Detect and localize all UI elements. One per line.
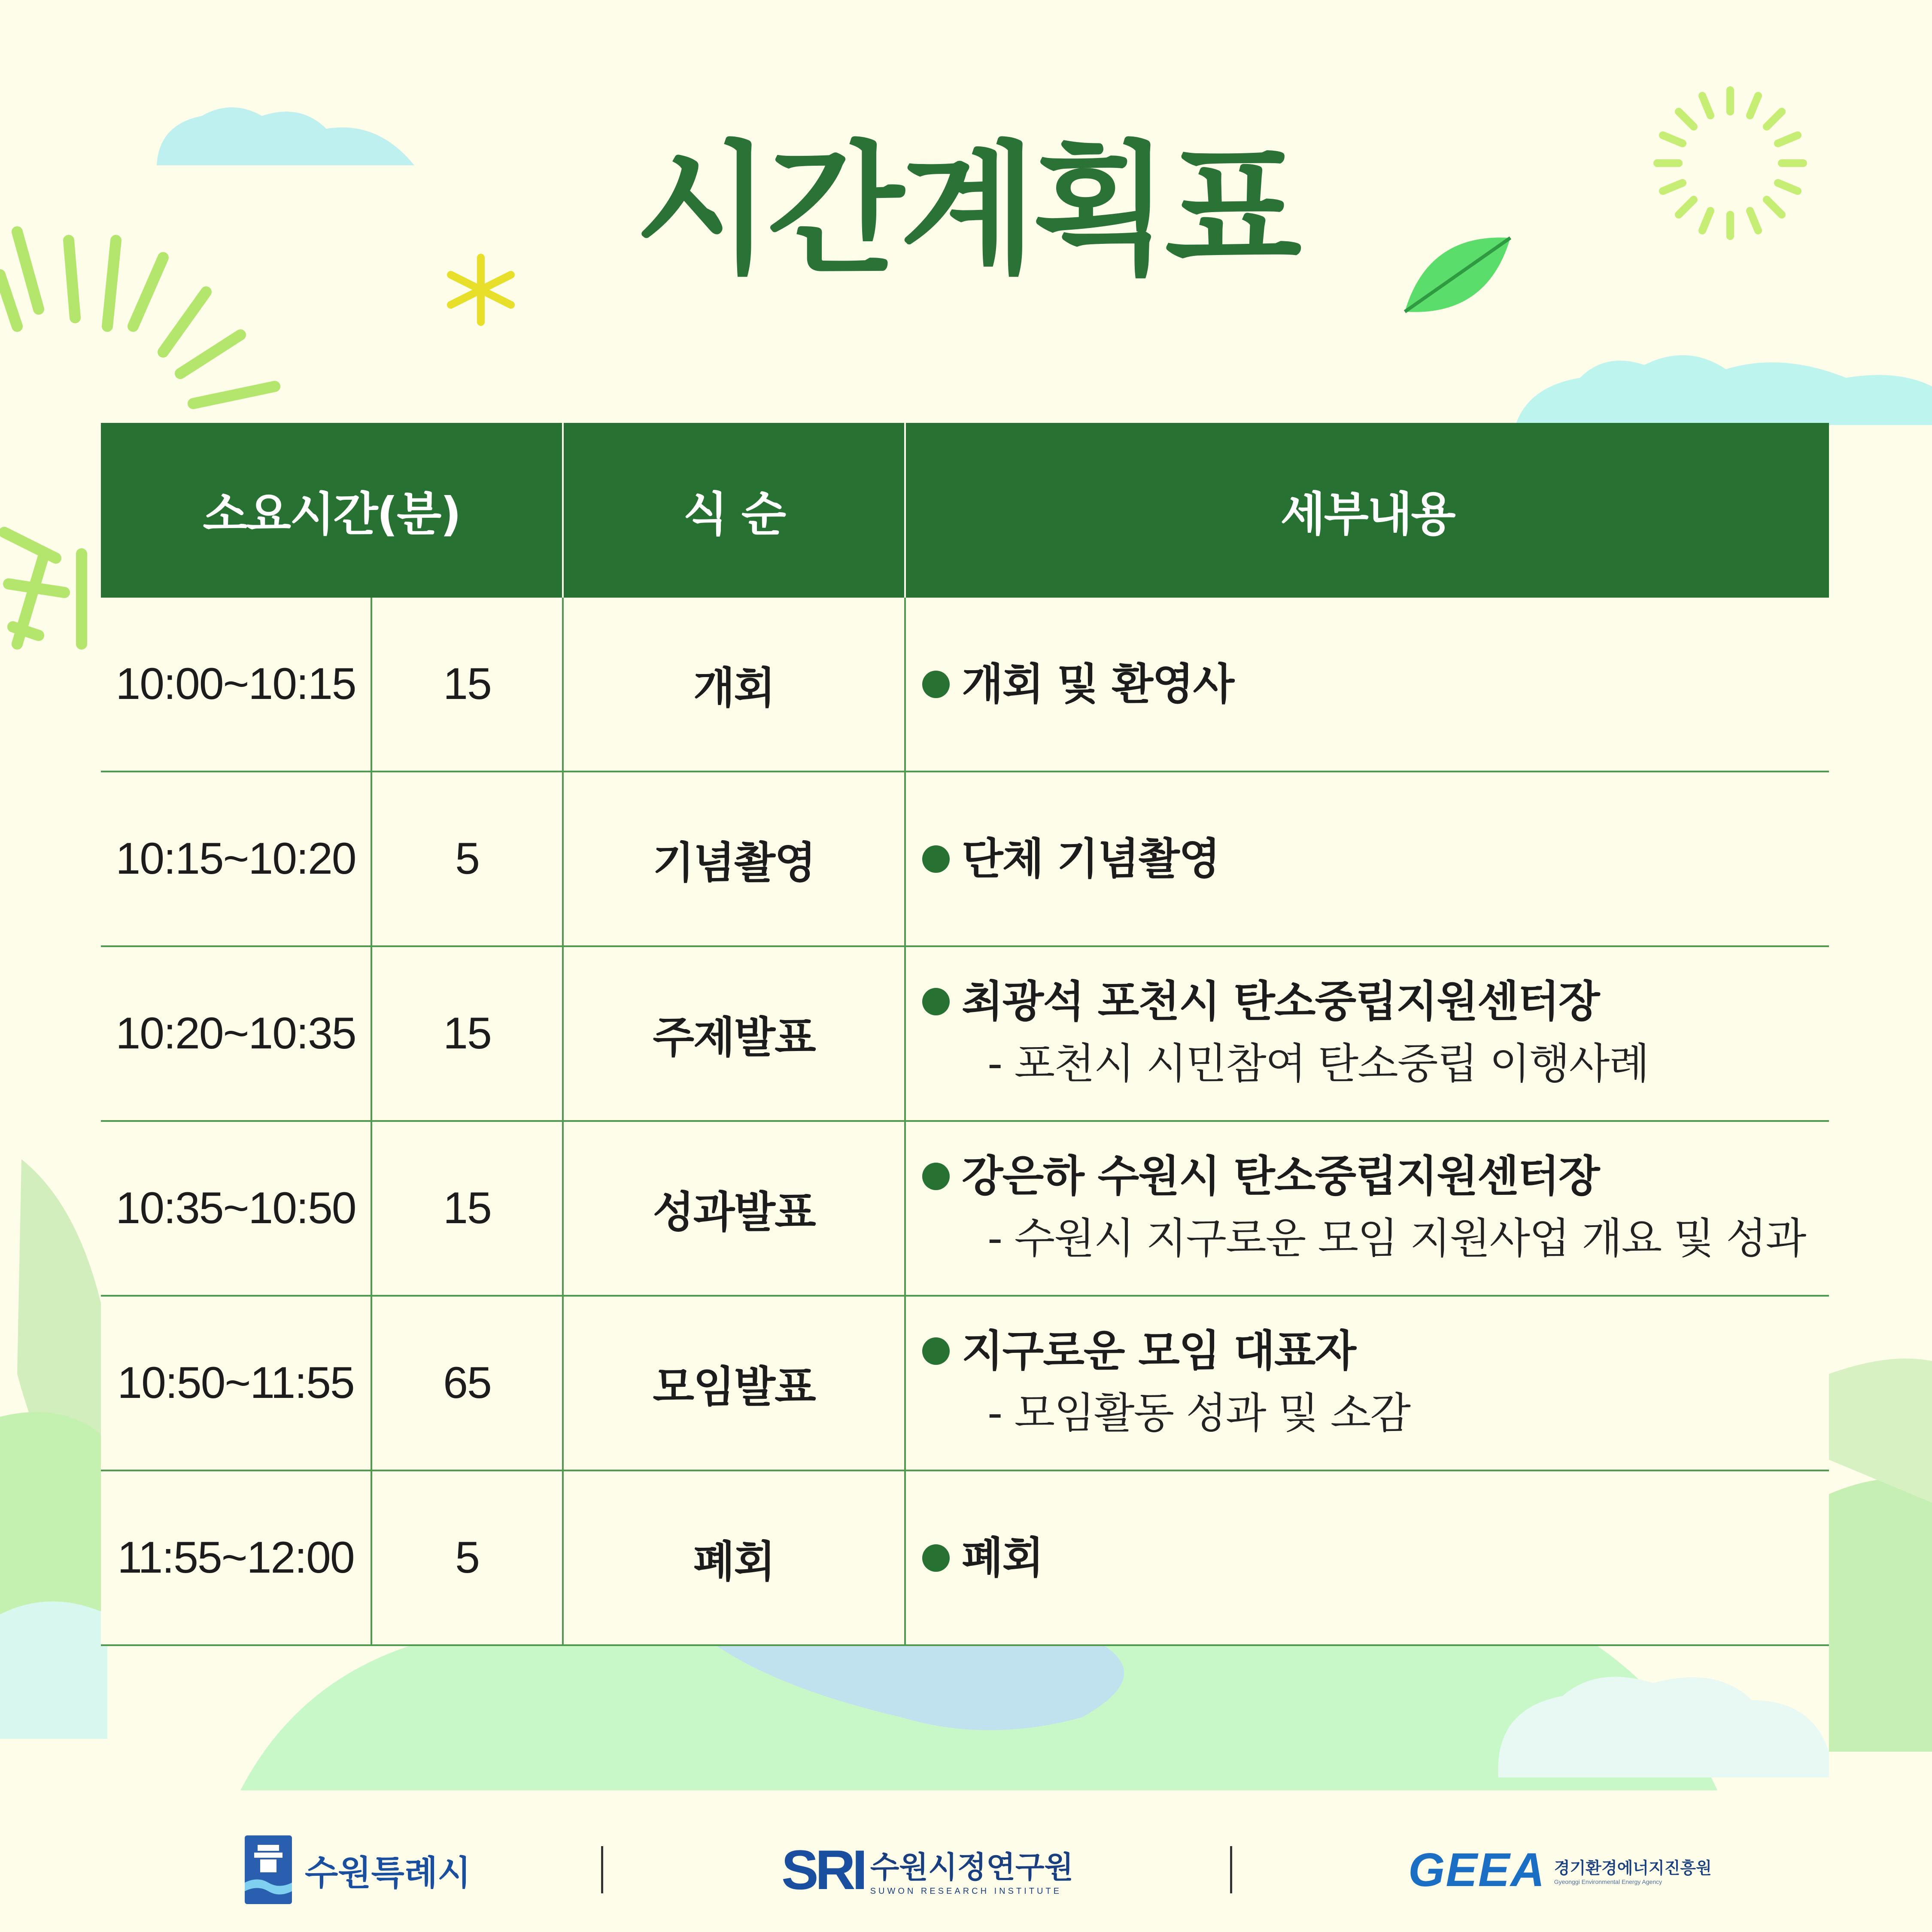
time-cell: 11:55~12:00	[101, 1470, 371, 1645]
cloud-right	[1516, 355, 1932, 425]
sri-mark: SRI	[781, 1838, 864, 1901]
detail-sub: - 모임활동 성과 및 소감	[987, 1388, 1410, 1438]
detail-main: 강은하 수원시 탄소중립지원센터장	[962, 1146, 1829, 1206]
sri-logo	[781, 1833, 1073, 1906]
detail-main: 최광석 포천시 탄소중립지원센터장	[962, 972, 1829, 1032]
sri-text-block	[870, 1843, 1073, 1896]
minutes-cell: 15	[371, 946, 563, 1121]
detail-sub: - 포천시 시민참여 탄소중립 이행사례	[987, 1039, 1649, 1088]
detail-main: 개회 및 환영사	[962, 654, 1829, 714]
table-row	[101, 598, 1829, 772]
time-cell: 10:00~10:15	[101, 598, 371, 772]
detail-cell	[905, 1470, 1829, 1645]
header-time: 소요시간(분)	[101, 423, 563, 598]
suwon-city-logo	[245, 1833, 471, 1906]
event-cell: 성과발표	[563, 1121, 905, 1296]
header-detail: 세부내용	[905, 423, 1829, 598]
geea-mark: GEEA	[1408, 1843, 1546, 1896]
table-row	[101, 772, 1829, 946]
detail-main: 단체 기념촬영	[962, 829, 1829, 889]
minutes-cell: 5	[371, 772, 563, 946]
sri-name: 수원시정연구원	[870, 1850, 1074, 1885]
event-cell: 폐회	[563, 1470, 905, 1645]
detail-cell	[905, 946, 1829, 1121]
table-row	[101, 1121, 1829, 1296]
geea-logo	[1408, 1833, 1712, 1906]
detail-sub: - 수원시 지구로운 모임 지원사업 개요 및 성과	[987, 1214, 1806, 1263]
footer-separator	[601, 1846, 603, 1893]
detail-cell	[905, 772, 1829, 946]
table-row	[101, 946, 1829, 1121]
time-cell: 10:20~10:35	[101, 946, 371, 1121]
geea-subtitle: Gyeonggi Environmental Energy Agency	[1554, 1878, 1662, 1885]
footer-separator	[1230, 1846, 1232, 1893]
geea-text-block	[1554, 1855, 1712, 1885]
schedule-table	[101, 423, 1829, 1646]
sri-subtitle: SUWON RESEARCH INSTITUTE	[870, 1886, 1062, 1896]
event-cell: 개회	[563, 598, 905, 772]
table-row	[101, 1470, 1829, 1645]
table-row	[101, 1296, 1829, 1470]
hill-right	[1829, 1479, 1932, 1752]
detail-main: 폐회	[962, 1528, 1829, 1588]
minutes-cell: 15	[371, 1121, 563, 1296]
geea-name: 경기환경에너지진흥원	[1554, 1858, 1712, 1877]
detail-cell	[905, 1121, 1829, 1296]
event-cell: 주제발표	[563, 946, 905, 1121]
detail-main: 지구로운 모임 대표자	[962, 1321, 1829, 1381]
detail-cell	[905, 598, 1829, 772]
minutes-cell: 15	[371, 598, 563, 772]
table-header-row	[101, 423, 1829, 598]
detail-cell	[905, 1296, 1829, 1470]
footer-logos	[0, 1803, 1932, 1932]
leaf-right	[1829, 1358, 1932, 1503]
suwon-city-name: 수원특례시	[305, 1853, 471, 1893]
event-cell: 모임발표	[563, 1296, 905, 1470]
time-cell: 10:35~10:50	[101, 1121, 371, 1296]
fortress-gate-icon	[245, 1835, 292, 1904]
header-event: 식 순	[563, 423, 905, 598]
minutes-cell: 65	[371, 1296, 563, 1470]
cloud-bottom-left	[0, 1601, 107, 1739]
event-cell: 기념촬영	[563, 772, 905, 946]
time-cell: 10:50~11:55	[101, 1296, 371, 1470]
page-title: 시간계획표	[635, 128, 1297, 293]
time-cell: 10:15~10:20	[101, 772, 371, 946]
minutes-cell: 5	[371, 1470, 563, 1645]
